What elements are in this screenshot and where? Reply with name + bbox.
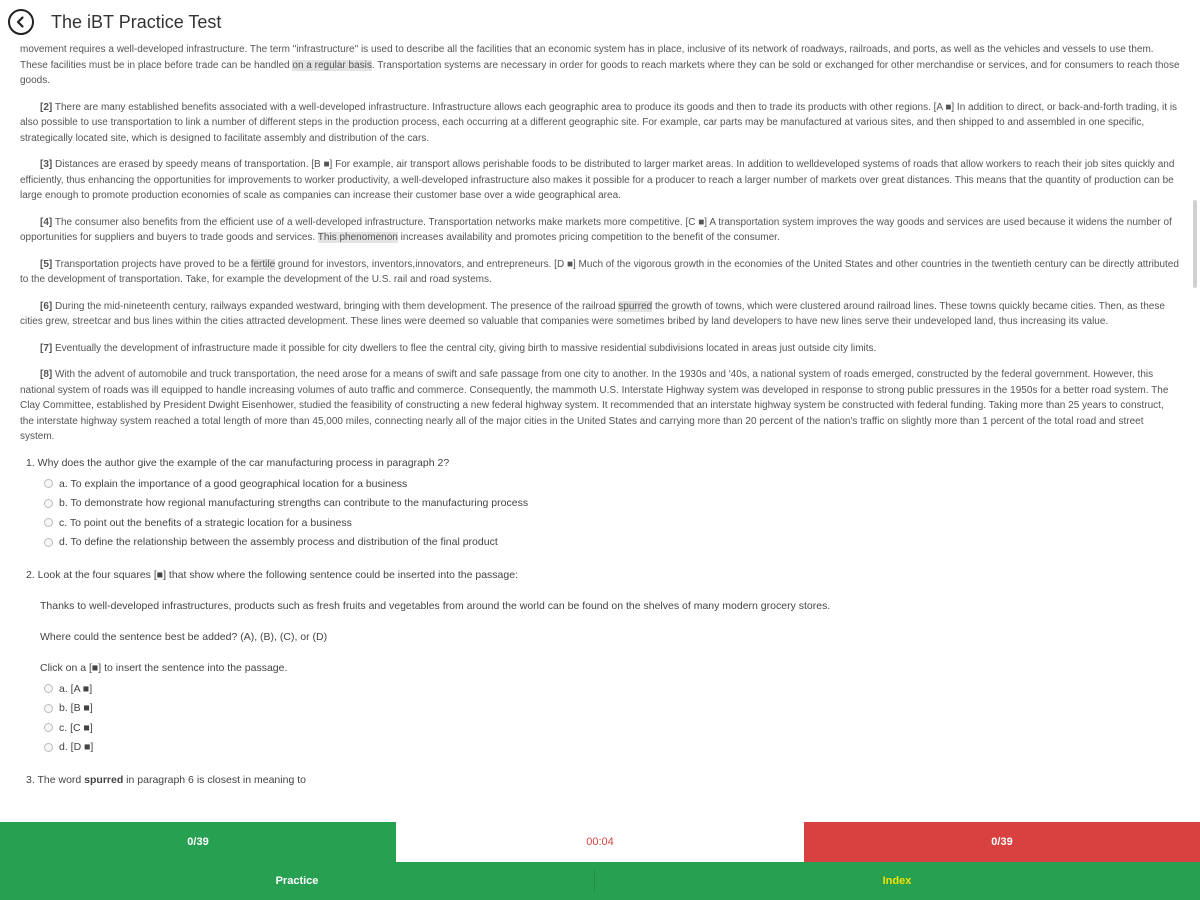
answer-option-b[interactable]: b. [B ■] (44, 701, 1180, 716)
highlighted-phrase[interactable]: on a regular basis (292, 59, 372, 71)
question-1 (20, 456, 1180, 550)
radio-button[interactable] (44, 723, 53, 732)
radio-button[interactable] (44, 538, 53, 547)
passage-paragraph-1: movement requires a well-developed infrastructure. The term "infrastructure" is used to describe all the facilities that an economic system has in place, inclusive of its network of roadways, railroads, and ports, as well as the vehicles and vessels to use them. These facilities must be in place before trade can be handled on a regular basis. Transportation systems are necessary in order for goods to reach markets where they can be sold or exchanged for other merchandise or services, and for consumers to reach those goods. (20, 44, 1180, 86)
highlighted-word[interactable]: fertile (250, 258, 276, 270)
radio-button[interactable] (44, 704, 53, 713)
question-text: 2. Look at the four squares [■] that show where the following sentence could be inserted into the passage: (26, 568, 518, 581)
radio-button[interactable] (44, 518, 53, 527)
insert-sentence: Thanks to well-developed infrastructures, products such as fresh fruits and vegetables from around the world can be found on the shelves of many modern grocery stores. (40, 599, 831, 612)
wrong-count: 0/39 (804, 822, 1200, 862)
highlighted-word[interactable]: spurred (618, 300, 653, 312)
test-content[interactable] (0, 44, 1186, 822)
passage-paragraph-5: [5] Transportation projects have proved to be a fertile ground for investors, inventors,innovators, and entrepreneurs. [D ■] Much of the vigorous growth in the economies of the United States and other countries in the twentieth century can be directly attributed to the development of transportation. Take, for example the development of the U.S. rail and road systems. (20, 258, 1179, 285)
practice-button[interactable]: Practice (275, 875, 319, 887)
answer-option-a[interactable]: a. [A ■] (44, 682, 1180, 697)
radio-button[interactable] (44, 499, 53, 508)
back-button[interactable] (8, 9, 34, 35)
passage-paragraph-4: [4] The consumer also benefits from the efficient use of a well-developed infrastructure. Transportation networks make markets more competitive. [C ■] A transportation system improves the way goods and services are used because it widens the number of opportunities for suppliers and buyers to trade goods and services. This phenomenon increases availability and promotes pricing competition to the benefit of the consumer. (20, 216, 1172, 243)
answer-option-d[interactable]: d. To define the relationship between the assembly process and distribution of the final product (44, 535, 1180, 550)
answer-option-b[interactable]: b. To demonstrate how regional manufacturing strengths can contribute to the manufacturing process (44, 496, 1180, 511)
question-3 (20, 773, 1180, 788)
index-button[interactable]: Index (882, 875, 912, 887)
page-title: The iBT Practice Test (51, 11, 222, 32)
question-2 (20, 568, 1180, 755)
passage-paragraph-3: [3] Distances are erased by speedy means of transportation. [B ■] For example, air transport allows perishable foods to be distributed to larger market areas. In addition to welldeveloped systems of roads that allow workers to reach their job sites quickly and efficiently, thus enhancing the opportunities for improvements to worker productivity, a well-developed infrastructure also makes it possible for a producer to reach a larger number of markets over great distances. This means that the quantity of production can be large enough to promote production economies of scale as companies can increase their customer base over a wide geographical area. (20, 159, 1175, 201)
highlighted-phrase[interactable]: This phenomenon (317, 232, 398, 243)
correct-count: 0/39 (0, 822, 396, 862)
answer-option-a[interactable]: a. To explain the importance of a good geographical location for a business (44, 477, 1180, 492)
question-text: 3. The word spurred in paragraph 6 is closest in meaning to (26, 773, 306, 786)
passage-paragraph-2: [2] There are many established benefits associated with a well-developed infrastructure. Infrastructure allows each geographic area to produce its goods and then to trade its products with other regions. [A ■] In addition to direct, or back-and-forth trading, it is also possible to use transportation to link a number of different steps in the production process, each occurring at a different geographic site. For example, car parts may be manufactured at various sites, and then shipped to and assembled in one specific, strategically located site, which is designed to facilitate assembly and distribution of the cars. (20, 101, 1178, 144)
question-prompt: Where could the sentence best be added? (A), (B), (C), or (D) (40, 630, 328, 643)
bottom-nav (0, 862, 1200, 900)
question-text: 1. Why does the author give the example of the car manufacturing process in paragraph 2? (26, 456, 450, 469)
passage-paragraph-7: [7] Eventually the development of infrastructure made it possible for city dwellers to flee the central city, giving birth to massive residential subdivisions located in areas just outside city limits. (40, 342, 877, 354)
passage-paragraph-6: [6] During the mid-nineteenth century, railways expanded westward, bringing with them development. The presence of the railroad spurred the growth of towns, which were clustered around railroad lines. These towns quickly became cities. Then, as these cities grew, streetcar and bus lines within the cities attracted development. These lines were deemed so valuable that companies were sometimes bribed by land developers to have new lines serve their undeveloped land, thus increasing its value. (20, 300, 1165, 327)
answer-option-d[interactable]: d. [D ■] (44, 740, 1180, 755)
passage-paragraph-8: [8] With the advent of automobile and truck transportation, the need arose for a means of swift and safe passage from one city to another. In the 1930s and '40s, a national system of roads emerged, constructed by the federal government. However, this national system of roads was ill equipped to handle increasing volumes of auto traffic and commerce. Consequently, the mammoth U.S. Interstate Highway system was developed in response to strong public pressures in the 1950s for a better road system. The Clay Committee, established by President Dwight Eisenhower, studied the feasibility of constructing a new federal highway system. It recommended that an interstate highway system be constructed with federal funding. Taking more than 25 years to construct, the interstate highway system reached a total length of more than 45,000 miles, connecting nearly all of the major cities in the United States and carrying more than 20 percent of the nation's traffic on slightly more than 1 percent of the total road and street system. (20, 369, 1169, 442)
arrow-left-icon (14, 15, 28, 29)
answer-option-c[interactable]: c. [C ■] (44, 721, 1180, 736)
scrollbar-thumb[interactable] (1193, 200, 1197, 288)
answer-option-c[interactable]: c. To point out the benefits of a strategic location for a business (44, 516, 1180, 531)
radio-button[interactable] (44, 479, 53, 488)
status-bar (0, 822, 1200, 862)
app-header (0, 0, 1200, 44)
question-instruction: Click on a [■] to insert the sentence into the passage. (40, 661, 288, 674)
timer: 00:04 (396, 822, 804, 862)
radio-button[interactable] (44, 684, 53, 693)
radio-button[interactable] (44, 743, 53, 752)
